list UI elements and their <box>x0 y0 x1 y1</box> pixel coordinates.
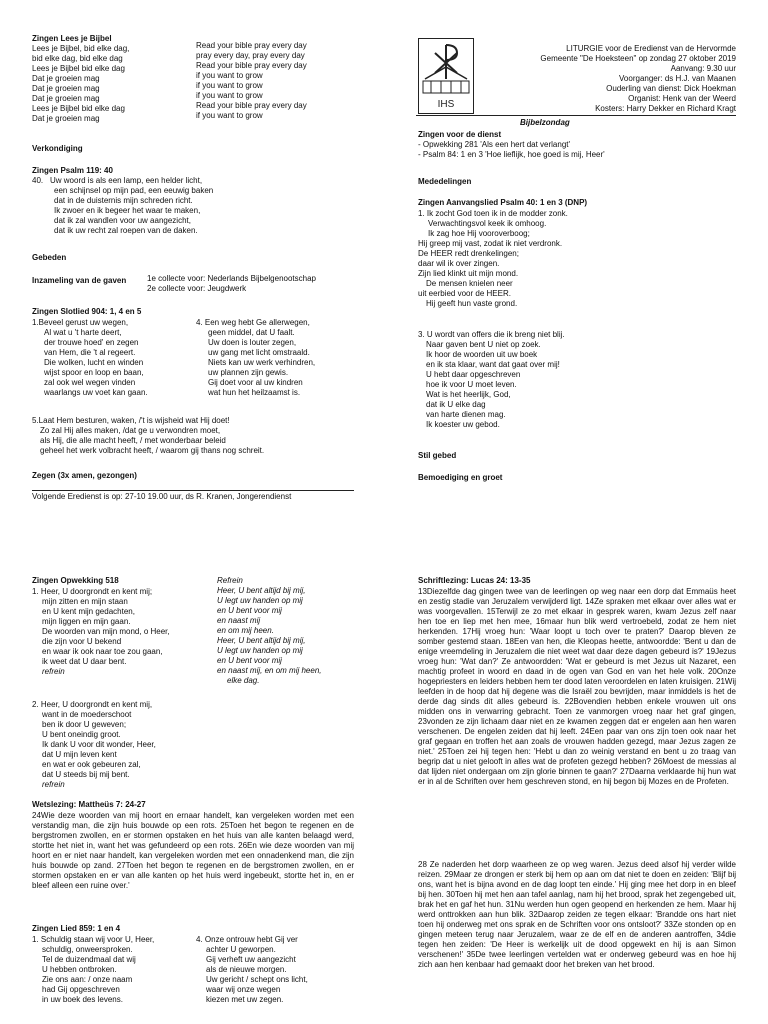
verse-line: en naast mij, en om mij heen, <box>217 666 322 675</box>
song-line: Read your bible pray every day <box>196 101 307 110</box>
liturgy-header <box>470 44 736 114</box>
verse-line: U legt uw handen op mij <box>217 596 303 605</box>
verse-line: U legt uw handen op mij <box>217 646 303 655</box>
organist: Organist: Henk van der Weerd <box>628 94 736 103</box>
verse-line: Niets kan uw werk verhindren, <box>208 358 316 367</box>
verse-line: Zie ons aan: / onze naam <box>42 975 133 984</box>
wetslezing-title: Wetslezing: Mattheüs 7: 24-27 <box>32 800 146 809</box>
verse-line: waar wij onze wegen <box>206 985 281 994</box>
verse-line: elke dag. <box>227 676 260 685</box>
verse-line: U hebben ontbroken. <box>42 965 117 974</box>
wetslezing-text: 24Wie deze woorden van mij hoort en ernaar handelt, kan vergeleken worden met een verstandig man, die zijn huis bouwde op een rots. 25Toen het begon te regenen en de bergstromen zwollen, en er stormen opstaken en het huis van alle kanten belaagd werd, stortte het niet in, want het was gefundeerd op een rots. 26En wie deze woorden van mij hoort en er niet naar handelt, kan vergeleken worden met een onnadenkend man, die zijn huis bouwde op zand. 27Toen het begon te regenen en de bergstromen zwollen, en er stormen opstaken en er van alle kanten op het huis werd ingebeukt, stortte het in, en er bleef alleen een ruine over.' <box>32 811 354 890</box>
song-line: pray every day, pray every day <box>196 51 305 60</box>
psalm-line: dat ik uw recht zal roepen van de daken. <box>54 226 198 235</box>
verse-line: kiezen met uw zegen. <box>206 995 284 1004</box>
verse-line: en wat er ook gebeuren zal, <box>42 760 141 769</box>
verse-line: geheel het werk volbracht heeft, / waarom gij thans nog schreit. <box>40 446 265 455</box>
verse-line: Heer, U bent altijd bij mij, <box>217 586 306 595</box>
psalm-line: Uw woord is als een lamp, een helder licht, <box>50 176 203 185</box>
ouderling: Ouderling van dienst: Dick Hoekman <box>606 84 736 93</box>
psalm-number: 40. <box>32 176 44 185</box>
song-line: if you want to grow <box>196 71 263 80</box>
voor-de-dienst-list <box>418 140 605 160</box>
opwekking-518-title: Zingen Opwekking 518 <box>32 576 119 585</box>
verse-line: dat U mijn leven kent <box>42 750 117 759</box>
verse-line: 1. Schuldig staan wij voor U, Heer, <box>32 935 155 944</box>
refrein-marker: refrein <box>42 780 65 789</box>
lees-je-bijbel-en <box>196 41 307 121</box>
verse-line: 1. Ik zocht God toen ik in de modder zonk. <box>418 209 568 218</box>
verse-line: en waar ik ook naar toe zou gaan, <box>42 647 163 656</box>
psalm-line: een schijnsel op mijn pad, een eeuwig baken <box>54 186 214 195</box>
verse-line: in uw boek des levens. <box>42 995 123 1004</box>
verse-line: en om mij heen. <box>217 626 274 635</box>
psalm-40-verse-3 <box>418 330 565 430</box>
song-line: Dat je groeien mag <box>32 84 100 93</box>
mededelingen-heading: Mededelingen <box>418 177 472 186</box>
church-logo <box>418 38 474 114</box>
gebeden-heading: Gebeden <box>32 253 67 262</box>
verse-line: zal ook wel wegen vinden <box>44 378 136 387</box>
verse-line: Uw gericht / schept ons licht, <box>206 975 308 984</box>
song-line: Dat je groeien mag <box>32 114 100 123</box>
opwekking-verse-1 <box>32 587 170 677</box>
collecte-1: 1e collecte voor: Nederlands Bijbelgenootschap <box>147 274 316 283</box>
schriftlezing-paragraph-1: 13Diezelfde dag gingen twee van de leerlingen op weg naar een dorp dat Emmaüs heet en zestig stadie van Jeruzalem verwijderd ligt. 14Ze spraken met elkaar over alles wat er was voorgevallen. 15Terwijl ze zo met elkaar in gesprek waren, kwam Jezus zelf naar hen toe en liep met hen mee, 16maar hun blik werd vertroebeld, zodat ze hem niet herkenden. 17Hij vroeg hun: 'Waar loopt u toch over te praten?' Daarop bleven ze somber gestemd staan. 18Een van hen, die Kleopas heette, antwoordde: 'Bent u dan de enige vreemdeling in Jeruzalem die niet weet wat daar deze dagen gebeurd is?' 19Jezus vroeg hun: 'Wat dan?' Ze antwoordden: 'Wat er gebeurd is met Jezus uit Nazaret, een machtig profeet in woord en daad in de ogen van God en van het hele volk. 20Onze hogepriesters en leiders hebben hem ter dood laten veroordelen en laten kruisigen. 21Wij leefden in de hoop dat hij degene was die Israël zou bevrijden, maar inmiddels is het de derde dag sinds dit alles gebeurd is. 22Bovendien hebben enkele vrouwen uit ons midden ons in verwarring gebracht. Toen ze vanmorgen vroeg naar het graf gingen, 23vonden ze zijn lichaam daar niet en ze kwamen zeggen dat er engelen aan hen waren verschenen. De engelen zeiden dat hij leeft. 24Een paar van ons zijn toen ook naar het graf gegaan en troffen het aan zoals de vrouwen hadden gezegd, maar Jezus zagen ze niet.' 25Toen zei hij tegen hen: 'Hebt u dan zo weinig verstand en bent u zo traag van begrip dat u niet gelooft in alles wat de profeten gezegd hebben? 26Moest de messias al dat lijden niet ondergaan om zijn glorie binnen te gaan?' 27Daarna verklaarde hij hun wat er in al de Schriften over hem geschreven stond, en hij begon bij Mozes en de Profeten. <box>418 587 736 786</box>
verse-line: Gij doet voor al uw kindren <box>208 378 303 387</box>
psalm-40-verse-1 <box>418 209 568 309</box>
volgende-eredienst: Volgende Eredienst is op: 27-10 19.00 uur, ds R. Kranen, Jongerendienst <box>32 490 354 502</box>
schriftlezing-paragraph-2: 28 Ze naderden het dorp waarheen ze op weg waren. Jezus deed alsof hij verder wilde reizen. 29Maar ze drongen er sterk bij hem op aan om dat niet te doen en zeiden: 'Blijf bij ons, want het is bijna avond en de dag loopt ten einde.' Hij ging mee het dorp in en bleef bij hen. 30Toen hij met hen aan tafel aanlag, nam hij het brood, sprak het zegengebed uit, brak het en gaf het hun. 31Nu werden hun ogen geopend en herkenden ze hem. Maar hij werd onttrokken aan hun blik. 32Daarop zeiden ze tegen elkaar: 'Brandde ons hart niet toen hij onderweg met ons sprak en de Schriften voor ons ontsloot?' 33Ze stonden op en gingen meteen terug naar Jeruzalem, waar ze de elf en de anderen aantroffen, 34die tegen hen zeiden: 'De Heer is werkelijk uit de dood opgewekt en hij is aan Simon verschenen!' 35De twee leerlingen vertelden wat er onderweg gebeurd was en hoe hij zich aan hen kenbaar had gemaakt door het breken van het brood. <box>418 860 736 969</box>
verse-line: Ik dank U voor dit wonder, Heer, <box>42 740 156 749</box>
psalm-119-title: Zingen Psalm 119: 40 <box>32 166 113 175</box>
verse-line: en U bent voor mij <box>217 606 282 615</box>
song-line: Lees je Bijbel, bid elke dag, <box>32 44 130 53</box>
verse-line: Die wolken, lucht en winden <box>44 358 144 367</box>
song-line: Read your bible pray every day <box>196 41 307 50</box>
verse-line: Verwachtingsvol keek ik omhoog. <box>428 219 547 228</box>
kosters: Kosters: Harry Dekker en Richard Kragt <box>595 104 736 113</box>
verse-line: dat ik U elke dag <box>426 400 486 409</box>
verse-line: Naar gaven bent U niet op zoek. <box>426 340 541 349</box>
header-divider <box>416 115 736 116</box>
slotlied-verse-4 <box>196 318 315 398</box>
liturgy-title: LITURGIE voor de Eredienst van de Hervormde <box>566 44 736 53</box>
lied-859-verse-1 <box>32 935 154 1005</box>
lees-je-bijbel-title: Zingen Lees je Bijbel <box>32 34 112 43</box>
voor-de-dienst-heading: Zingen voor de dienst <box>418 130 502 139</box>
song-line: Read your bible pray every day <box>196 61 307 70</box>
verse-line: Tel de duizendmaal dat wij <box>42 955 136 964</box>
verse-line: had Gij opgeschreven <box>42 985 120 994</box>
voor-de-dienst-item: - Opwekking 281 'Als een hert dat verlangt' <box>418 140 571 149</box>
verse-line: waarlangs uw voet kan gaan. <box>44 388 148 397</box>
verse-line: Ik zag hoe Hij vooroverboog; <box>428 229 530 238</box>
verse-line: uw gang met licht omstraald. <box>208 348 310 357</box>
schriftlezing-title: Schriftlezing: Lucas 24: 13-35 <box>418 576 531 585</box>
song-line: Dat je groeien mag <box>32 94 100 103</box>
verse-line: 5.Laat Hem besturen, waken, /'t is wijsheid wat Hij doet! <box>32 416 230 425</box>
refrein-marker: refrein <box>42 667 65 676</box>
collecte-2: 2e collecte voor: Jeugdwerk <box>147 284 247 293</box>
verse-line: 1.Beveel gerust uw wegen, <box>32 318 129 327</box>
verse-line: U bent oneindig groot. <box>42 730 121 739</box>
verkondiging-heading: Verkondiging <box>32 144 83 153</box>
verse-line: van Hem, die 't al regeert. <box>44 348 136 357</box>
verse-line: 3. U wordt van offers die ik breng niet blij. <box>418 330 565 339</box>
aanvangslied-title: Zingen Aanvangslied Psalm 40: 1 en 3 (DNP) <box>418 198 588 207</box>
verse-line: ik weet dat U daar bent. <box>42 657 127 666</box>
slotlied-verse-5 <box>32 416 264 456</box>
verse-line: dat U steeds bij mij bent. <box>42 770 130 779</box>
lied-859-verse-4 <box>196 935 308 1005</box>
psalm-119-text <box>50 176 213 236</box>
verse-line: Al wat u 't harte deert, <box>44 328 122 337</box>
verse-line: 4. Een weg hebt Ge allerwegen, <box>196 318 310 327</box>
song-line: Dat je groeien mag <box>32 74 100 83</box>
collecte-list <box>147 274 316 294</box>
verse-line: wat hun het heilzaamst is. <box>208 388 301 397</box>
verse-line: mijn zitten en mijn staan <box>42 597 128 606</box>
bemoediging-heading: Bemoediging en groet <box>418 473 503 482</box>
verse-line: Zijn lied klinkt uit mijn mond. <box>418 269 519 278</box>
lied-859-title: Zingen Lied 859: 1 en 4 <box>32 924 121 933</box>
verse-line: der trouwe hoed' en zegen <box>44 338 139 347</box>
verse-line: schuldig, onweersproken. <box>42 945 133 954</box>
psalm-line: dat ik zal wandlen voor uw aangezicht, <box>54 216 191 225</box>
verse-line: Ik koester uw gebod. <box>426 420 500 429</box>
verse-line: Zo zal Hij alles maken, /dat ge u verwondren moet, <box>40 426 221 435</box>
verse-line: en U bent voor mij <box>217 656 282 665</box>
verse-line: Hij geeft hun vaste grond. <box>426 299 518 308</box>
verse-line: en ik sta klaar, want dat gaat over mij! <box>426 360 560 369</box>
zegen-heading: Zegen (3x amen, gezongen) <box>32 471 137 480</box>
verse-line: ben ik door U geweven; <box>42 720 127 729</box>
verse-line: Refrein <box>217 576 243 585</box>
verse-line: Hij greep mij vast, zodat ik niet verdronk. <box>418 239 563 248</box>
verse-line: wijst spoor en loop en baan, <box>44 368 144 377</box>
song-line: Lees je Bijbel bid elke dag <box>32 104 125 113</box>
voorganger: Voorganger: ds H.J. van Maanen <box>619 74 736 83</box>
verse-line: als de nieuwe morgen. <box>206 965 287 974</box>
verse-line: Gij verheft uw aangezicht <box>206 955 296 964</box>
verse-line: daar wil ik over zingen. <box>418 259 500 268</box>
verse-line: De HEER redt drenkelingen; <box>418 249 519 258</box>
song-line: if you want to grow <box>196 111 263 120</box>
aanvang-time: Aanvang: 9.30 uur <box>670 64 736 73</box>
verse-line: en naast mij <box>217 616 261 625</box>
voor-de-dienst-item: - Psalm 84: 1 en 3 'Hoe lieflijk, hoe goed is mij, Heer' <box>418 150 605 159</box>
verse-line: Wat is het heerlijk, God, <box>426 390 511 399</box>
verse-line: hoe ik voor U moet leven. <box>426 380 517 389</box>
verse-line: U hebt daar opgeschreven <box>426 370 521 379</box>
verse-line: De woorden van mijn mond, o Heer, <box>42 627 170 636</box>
verse-line: De mensen knielen neer <box>426 279 513 288</box>
verse-line: van harte dienen mag. <box>426 410 506 419</box>
psalm-line: dat in de duisternis mijn schreden richt. <box>54 196 193 205</box>
lees-je-bijbel-nl <box>32 44 129 124</box>
verse-line: Heer, U bent altijd bij mij, <box>217 636 306 645</box>
verse-line: uw plannen zijn gewis. <box>208 368 289 377</box>
opwekking-verse-2 <box>32 700 156 790</box>
chi-rho-icon <box>419 39 473 113</box>
verse-line: 4. Onze ontrouw hebt Gij ver <box>196 935 298 944</box>
logo-letters: IHS <box>437 99 455 110</box>
verse-line: en U kent mijn gedachten, <box>42 607 135 616</box>
song-line: if you want to grow <box>196 91 263 100</box>
liturgy-subtitle: Gemeente "De Hoeksteen" op zondag 27 oktober 2019 <box>540 54 736 63</box>
verse-line: 2. Heer, U doorgrondt en kent mij, <box>32 700 153 709</box>
verse-line: want in de moederschoot <box>42 710 132 719</box>
verse-line: Ik hoor de woorden uit uw boek <box>426 350 538 359</box>
song-line: Lees je Bijbel bid elke dag <box>32 64 125 73</box>
verse-line: die zijn voor U bekend <box>42 637 122 646</box>
opwekking-refrein <box>217 576 322 686</box>
song-line: if you want to grow <box>196 81 263 90</box>
verse-line: Uw doen is louter zegen, <box>208 338 297 347</box>
psalm-line: Ik zwoer en ik begeer het waar te maken, <box>54 206 201 215</box>
verse-line: 1. Heer, U doorgrondt en kent mij; <box>32 587 153 596</box>
inzameling-heading: Inzameling van de gaven <box>32 276 127 285</box>
verse-line: uit eerbied voor de HEER. <box>418 289 511 298</box>
song-line: bid elke dag, bid elke dag <box>32 54 123 63</box>
verse-line: als Hij, die alle macht heeft, / met wonderbaar beleid <box>40 436 226 445</box>
slotlied-verse-1 <box>32 318 148 398</box>
verse-line: mijn liggen en mijn gaan. <box>42 617 131 626</box>
verse-line: achter U geworpen. <box>206 945 276 954</box>
bijbelzondag-label: Bijbelzondag <box>520 118 570 127</box>
stil-gebed-heading: Stil gebed <box>418 451 457 460</box>
verse-line: geen middel, dat U faalt. <box>208 328 295 337</box>
slotlied-title: Zingen Slotlied 904: 1, 4 en 5 <box>32 307 142 316</box>
